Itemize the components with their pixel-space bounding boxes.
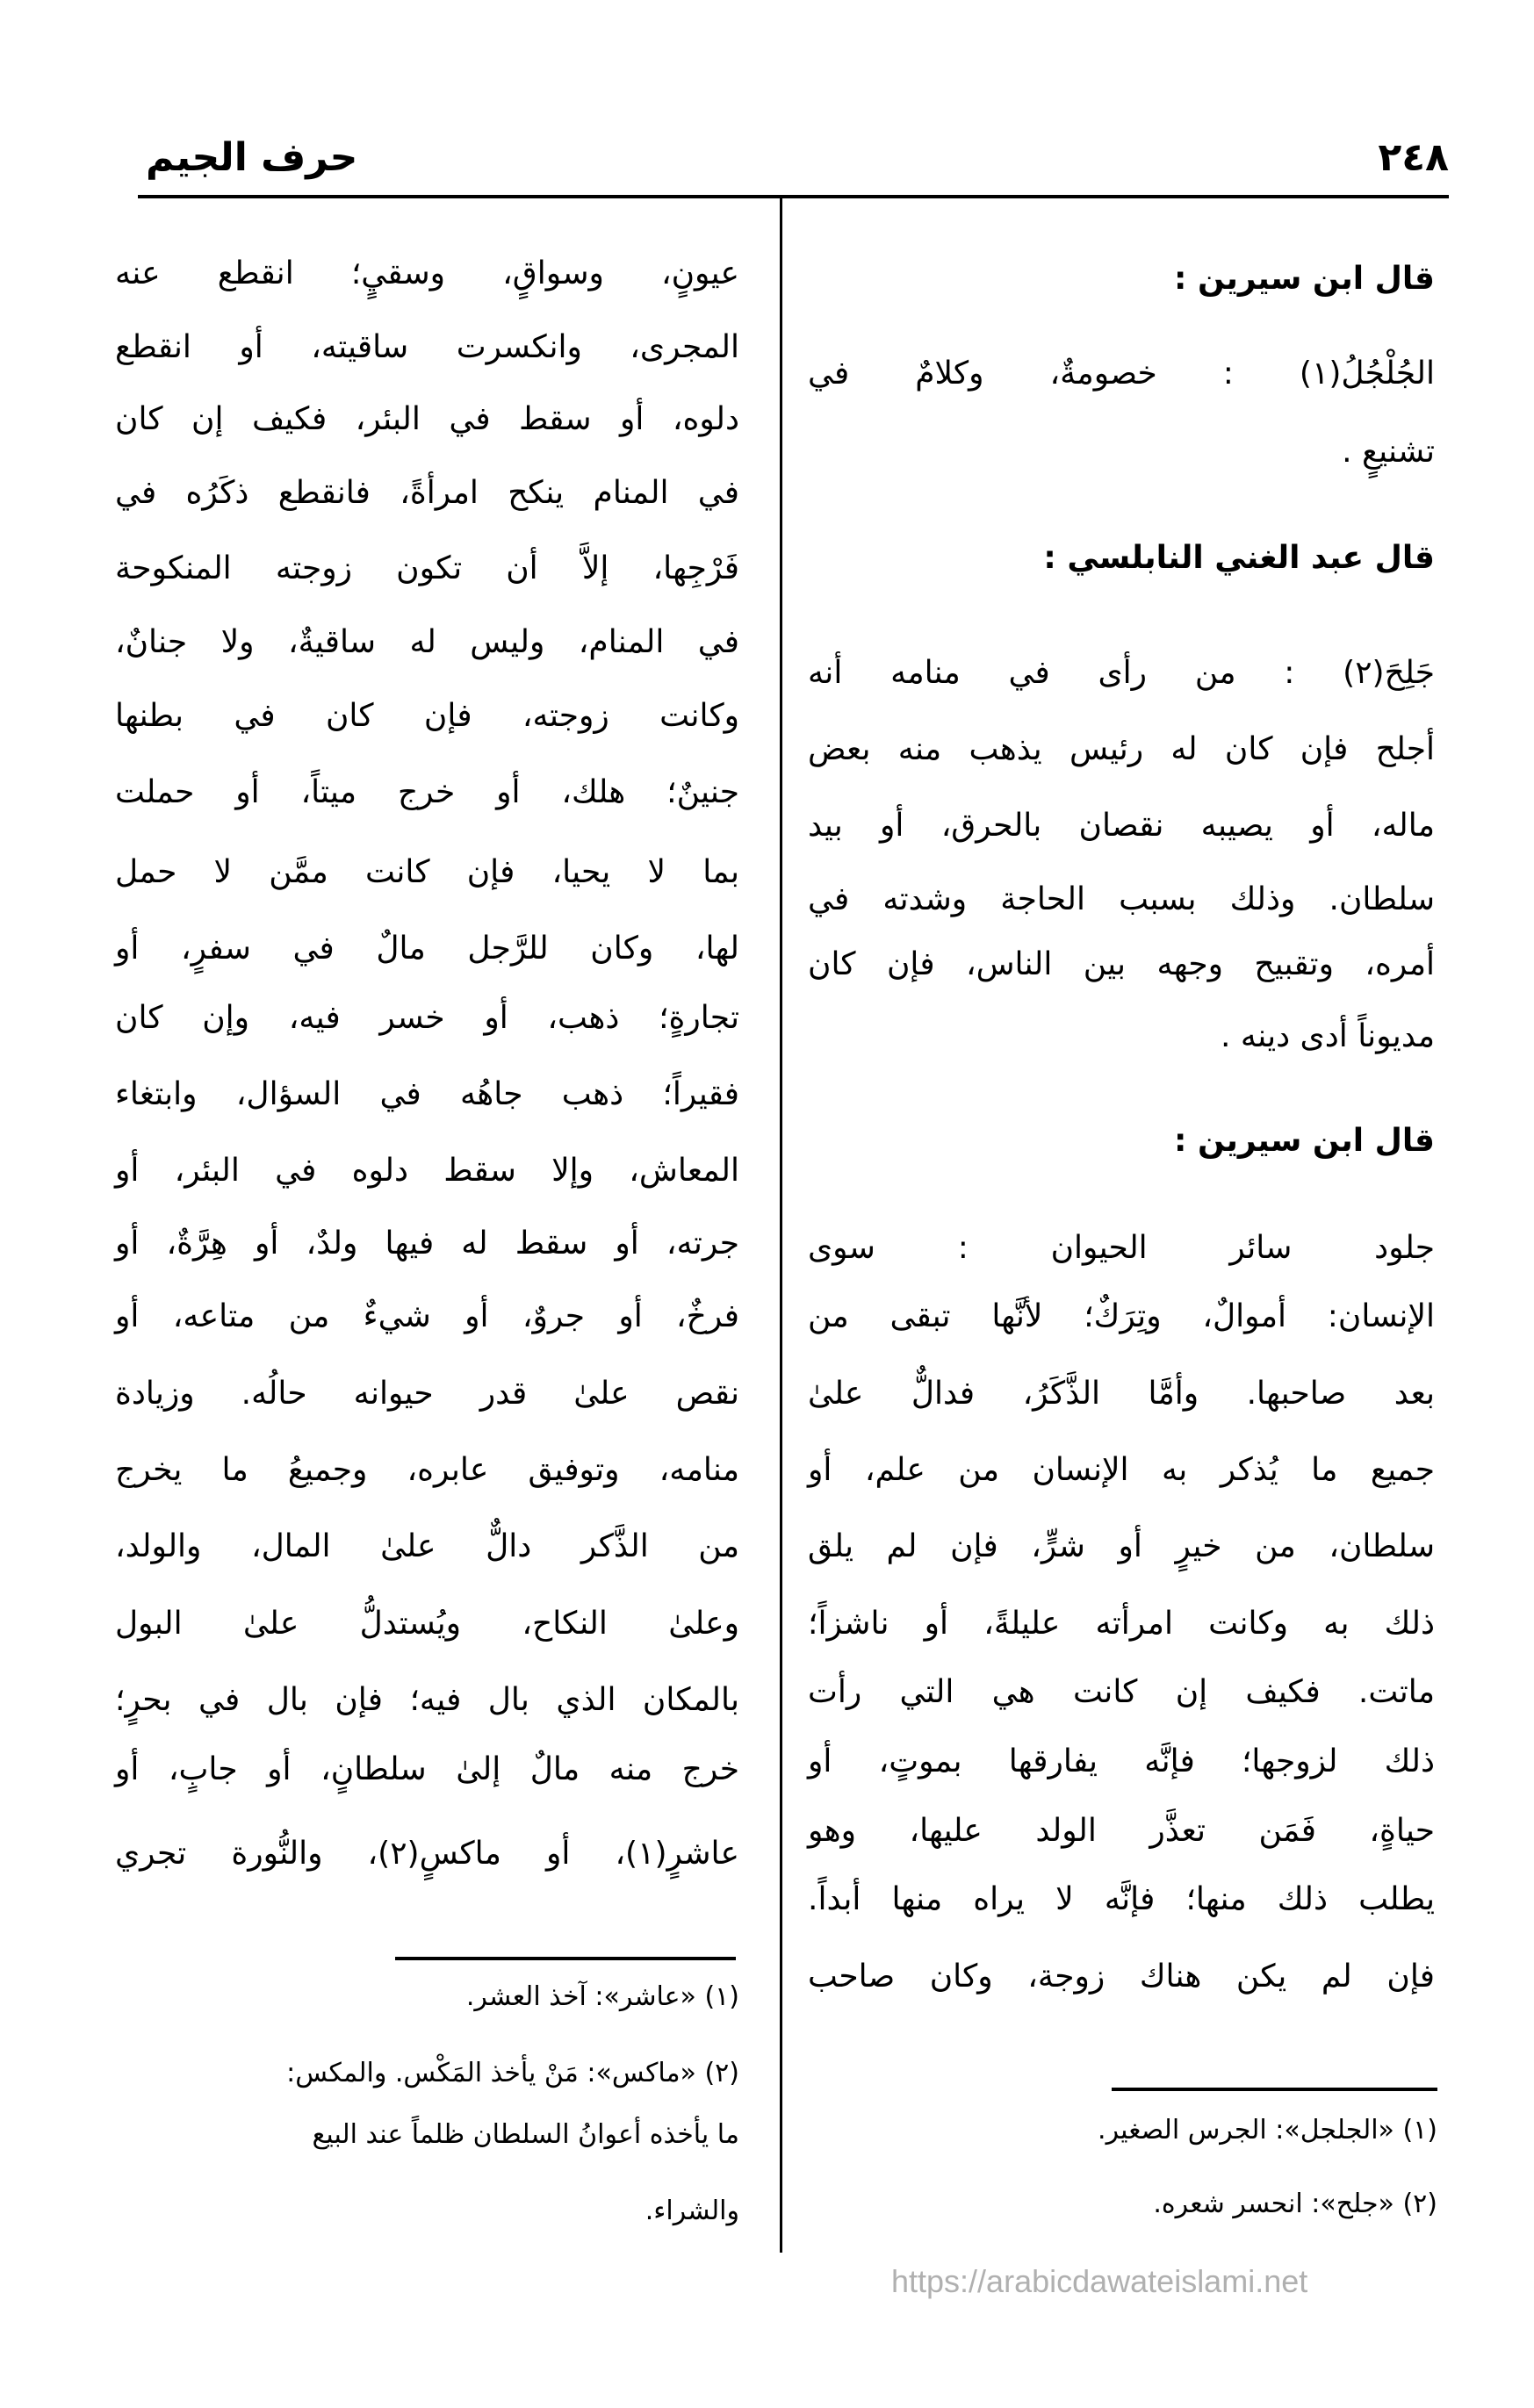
left-text-line: خرج منه مالٌ إلىٰ سلطانٍ، أو جابٍ، أو (115, 1751, 739, 1787)
watermark: https://arabicdawateislami.net (891, 2263, 1308, 2299)
left-text-line: المعاش، وإلا سقط دلوه في البئر، أو (115, 1153, 739, 1189)
right-footnote: (٢) «جلح»: انحسر شعره. (1153, 2189, 1437, 2219)
page-number: ٢٤٨ (1378, 135, 1449, 180)
right-text-line: قال ابن سيرين : (1174, 1123, 1435, 1159)
header-rule (138, 195, 1449, 198)
right-text-line: سلطان. وذلك بسبب الحاجة وشدته في (808, 881, 1435, 917)
right-footnote: (١) «الجلجل»: الجرس الصغير. (1098, 2115, 1437, 2146)
left-text-line: في المنام ينكح امرأةً، فانقطع ذكَرُه في (115, 475, 739, 511)
right-text-line: قال ابن سيرين : (1174, 261, 1435, 297)
right-text-line: يطلب ذلك منها؛ فإنَّه لا يراه منها أبداً. (808, 1881, 1435, 1917)
left-text-line: بما لا يحيا، فإن كانت ممَّن لا حمل (115, 854, 739, 890)
left-text-line: جنينٌ؛ هلك، أو خرج ميتاً، أو حملت (115, 774, 739, 810)
left-text-line: من الذَّكر دالٌّ علىٰ المال، والولد، (115, 1528, 739, 1564)
left-footnote: والشراء. (645, 2196, 739, 2226)
left-text-line: بالمكان الذي بال فيه؛ فإن بال في بحرٍ؛ (115, 1682, 739, 1718)
right-footnote-rule (1112, 2088, 1437, 2091)
right-text-line: ذلك به وكانت امرأته عليلةً، أو ناشزاً؛ (808, 1606, 1435, 1642)
chapter-title: حرف الجيم (146, 135, 358, 180)
right-text-line: بعد صاحبها. وأمَّا الذَّكَرُ، فدالٌّ علىٰ (808, 1376, 1435, 1412)
left-text-line: المجرى، وانكسرت ساقيته، أو انقطع (115, 329, 739, 365)
right-text-line: جلود سائر الحيوان : سوى (808, 1230, 1435, 1266)
right-text-line: سلطان، من خيرٍ أو شرٍّ، فإن لم يلق (808, 1528, 1435, 1564)
left-text-line: نقص علىٰ قدر حيوانه حالُه. وزيادة (115, 1376, 739, 1412)
left-text-line: فَرْجِها، إلاَّ أن تكون زوجته المنكوحة (115, 550, 739, 586)
left-text-line: جرته، أو سقط له فيها ولدٌ، أو هِرَّةٌ، أو (115, 1226, 739, 1262)
left-text-line: منامه، وتوفيق عابره، وجميعُ ما يخرج (115, 1452, 739, 1488)
left-text-line: وعلىٰ النكاح، ويُستدلُّ علىٰ البول (115, 1606, 739, 1642)
right-text-line: الإنسان: أموالٌ، وتِرَكٌ؛ لأنَّها تبقى من (808, 1298, 1435, 1334)
right-text-line: ذلك لزوجها؛ فإنَّه يفارقها بموتٍ، أو (808, 1743, 1435, 1779)
left-text-line: فقيراً؛ ذهب جاهُه في السؤال، وابتغاء (115, 1076, 739, 1112)
column-divider (780, 198, 782, 2253)
right-text-line: أجلح فإن كان له رئيس يذهب منه بعض (808, 731, 1435, 767)
right-text-line: أمره، وتقبيح وجهه بين الناس، فإن كان (808, 946, 1435, 982)
left-text-line: عيونٍ، وسواقٍ، وسقيٍ؛ انقطع عنه (115, 255, 739, 291)
right-text-line: تشنيعٍ . (1342, 434, 1435, 470)
left-footnote-rule (395, 1957, 736, 1960)
left-text-line: دلوه، أو سقط في البئر، فكيف إن كان (115, 401, 739, 437)
left-footnote: (١) «عاشر»: آخذ العشر. (465, 1981, 739, 2012)
right-text-line: قال عبد الغني النابلسي : (1043, 540, 1435, 576)
right-text-line: فإن لم يكن هناك زوجة، وكان صاحب (808, 1959, 1435, 1995)
right-text-line: مديوناً أدى دينه . (1221, 1018, 1435, 1054)
left-footnote: (٢) «ماكس»: مَنْ يأخذ المَكْس. والمكس: (286, 2058, 739, 2088)
right-text-line: جميع ما يُذكر به الإنسان من علم، أو (808, 1452, 1435, 1488)
left-text-line: لها، وكان للرَّجل مالٌ في سفرٍ، أو (115, 931, 739, 967)
left-text-line: تجارةٍ؛ ذهب، أو خسر فيه، وإن كان (115, 1000, 739, 1036)
left-text-line: عاشرٍ(١)، أو ماكسٍ(٢)، والنُّورة تجري (115, 1836, 739, 1872)
right-text-line: ماله، أو يصيبه نقصان بالحرق، أو بيد (808, 808, 1435, 844)
right-text-line: حياةٍ، فَمَن تعذَّر الولد عليها، وهو (808, 1813, 1435, 1849)
left-text-line: فرخٌ، أو جروٌ، أو شيءٌ من متاعه، أو (115, 1298, 739, 1334)
left-footnote: ما يأخذه أعوانُ السلطان ظلماً عند البيع (312, 2119, 739, 2150)
left-text-line: وكانت زوجته، فإن كان في بطنها (115, 698, 739, 734)
right-text-line: الجُلْجُلُ(١) : خصومةٌ، وكلامٌ في (808, 356, 1435, 392)
right-text-line: ماتت. فكيف إن كانت هي التي رأت (808, 1674, 1435, 1710)
left-text-line: في المنام، وليس له ساقيةٌ، ولا جنانٌ، (115, 624, 739, 660)
right-text-line: جَلِحَ(٢) : من رأى في منامه أنه (808, 655, 1435, 691)
